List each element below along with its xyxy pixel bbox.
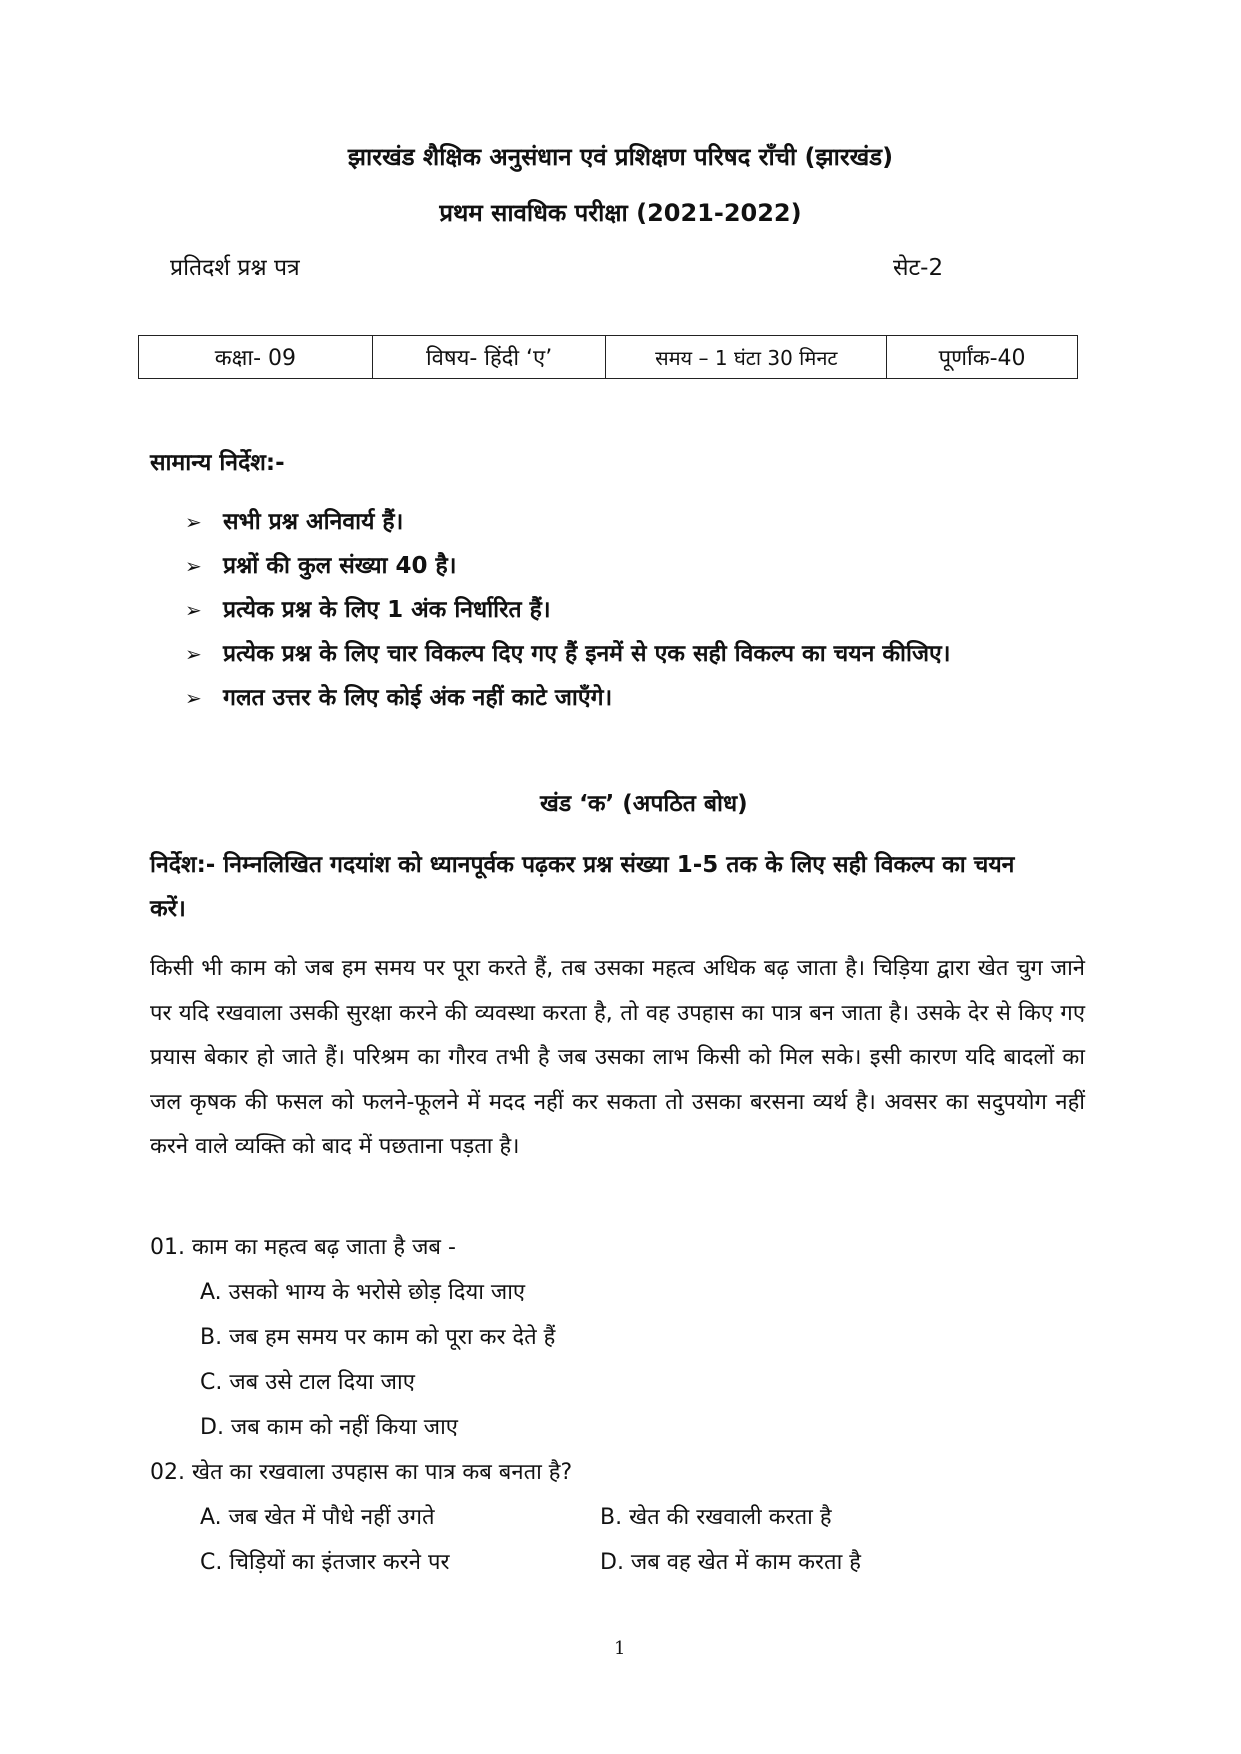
general-instructions-title: सामान्य निर्देश:-: [150, 450, 285, 476]
institution-title: झारखंड शैक्षिक अनुसंधान एवं प्रशिक्षण परिषद राँची (झारखंड): [347, 143, 894, 171]
arrow-bullet-icon: ➢: [185, 686, 202, 710]
info-table: [138, 335, 1078, 379]
section-instruction: निर्देश:- निम्नलिखित गदयांश को ध्यानपूर्वक पढ़कर प्रश्न संख्या 1-5 तक के लिए सही विकल्प का चयन करें।: [150, 852, 1015, 922]
subject-cell: विषय- हिंदी ‘ए’: [372, 336, 606, 379]
question-1-option-c: C. जब उसे टाल दिया जाए: [200, 1370, 415, 1395]
instruction-list: [185, 500, 1065, 720]
question-1: 01. काम का महत्व बढ़ जाता है जब -: [150, 1235, 456, 1260]
exam-title: प्रथम सावधिक परीक्षा (2021-2022): [439, 199, 802, 227]
list-item: ➢ प्रश्नों की कुल संख्या 40 है।: [185, 544, 1065, 588]
question-2-option-a: A. जब खेत में पौधे नहीं उगते: [200, 1505, 435, 1530]
question-2-option-d: D. जब वह खेत में काम करता है: [600, 1550, 861, 1575]
list-item: ➢ प्रत्येक प्रश्न के लिए चार विकल्प दिए गए हैं इनमें से एक सही विकल्प का चयन कीजिए।: [185, 632, 1065, 676]
question-1-option-b: B. जब हम समय पर काम को पूरा कर देते हैं: [200, 1325, 556, 1350]
arrow-bullet-icon: ➢: [185, 598, 202, 622]
arrow-bullet-icon: ➢: [185, 554, 202, 578]
list-item: ➢ सभी प्रश्न अनिवार्य हैं।: [185, 500, 1065, 544]
class-cell: कक्षा- 09: [139, 336, 373, 379]
list-item: ➢ गलत उत्तर के लिए कोई अंक नहीं काटे जाएँगे।: [185, 676, 1065, 720]
section-title: खंड ‘क’ (अपठित बोध): [540, 791, 748, 817]
question-2-option-b: B. खेत की रखवाली करता है: [600, 1505, 832, 1530]
list-item: ➢ प्रत्येक प्रश्न के लिए 1 अंक निर्धारित हैं।: [185, 588, 1065, 632]
question-1-option-d: D. जब काम को नहीं किया जाए: [200, 1415, 458, 1440]
arrow-bullet-icon: ➢: [185, 642, 202, 666]
set-label: सेट-2: [893, 255, 944, 281]
question-2-option-c: C. चिड़ियों का इंतजार करने पर: [200, 1550, 450, 1575]
page-number: 1: [614, 1638, 626, 1659]
question-2: 02. खेत का रखवाला उपहास का पात्र कब बनता है?: [150, 1460, 573, 1485]
arrow-bullet-icon: ➢: [185, 510, 202, 534]
time-cell: समय – 1 घंटा 30 मिनट: [606, 336, 887, 379]
question-1-option-a: A. उसको भाग्य के भरोसे छोड़ दिया जाए: [200, 1280, 526, 1305]
paper-type: प्रतिदर्श प्रश्न पत्र: [170, 255, 300, 281]
passage: किसी भी काम को जब हम समय पर पूरा करते हैं, तब उसका महत्व अधिक बढ़ जाता है। चिड़िया द्वारा खेत चुग जाने पर यदि रखवाला उसकी सुरक्षा करने की व्यवस्था करता है, तो वह उपहास का पात्र बन जाता है। उसके देर से किए गए प्रयास बेकार हो जाते हैं। परिश्रम का गौरव तभी है जब उसका लाभ किसी को मिल सके। इसी कारण यदि बादलों का जल कृषक की फसल को फलने-फूलने में मदद नहीं कर सकता तो उसका बरसना व्यर्थ है। अवसर का सदुपयोग नहीं करने वाले व्यक्ति को बाद में पछताना पड़ता है।: [150, 956, 1085, 1159]
marks-cell: पूर्णांक-40: [887, 336, 1078, 379]
